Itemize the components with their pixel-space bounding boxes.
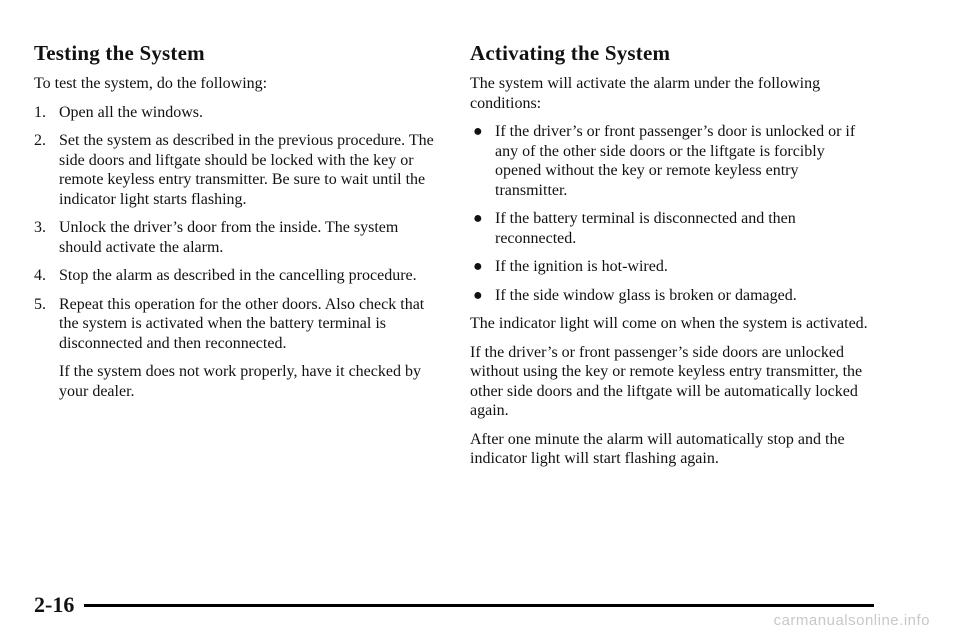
body-paragraph: If the driver’s or front passenger’s side doors are unlocked without using the key or remote keyless entry transmitter, the other side doors and the liftgate will be automatically locked again. [470, 343, 863, 419]
step-number: 1. [34, 103, 46, 121]
step-text: Open all the windows. [59, 103, 203, 121]
activating-intro: The system will activate the alarm under the following conditions: [470, 75, 821, 112]
step-text: Repeat this operation for the other doors. Also check that the system is activated when the battery terminal is disconnected and then reconnected. [59, 295, 425, 352]
condition-item [470, 257, 870, 277]
step-item [34, 131, 442, 209]
condition-text: If the driver’s or front passenger’s door is unlocked or if any of the other side doors or the liftgate is forcibly opened without the key or remote keyless entry transmitter. [495, 123, 856, 199]
step-item [34, 266, 442, 286]
condition-text: If the battery terminal is disconnected and then reconnected. [495, 210, 796, 247]
condition-item [470, 286, 870, 306]
step-number: 2. [34, 132, 46, 149]
right-column [470, 40, 870, 478]
body-paragraph: The indicator light will come on when the system is activated. [470, 315, 868, 332]
testing-note: If the system does not work properly, have it checked by your dealer. [59, 363, 421, 400]
bullet-icon: ● [473, 258, 483, 275]
watermark: carmanualsonline.info [773, 612, 930, 629]
footer-divider [84, 604, 874, 607]
step-text: Unlock the driver’s door from the inside. The system should activate the alarm. [59, 219, 399, 256]
step-number: 3. [34, 219, 46, 236]
step-number: 5. [34, 295, 46, 313]
page-number: 2-16 [34, 592, 75, 617]
bullet-icon: ● [473, 123, 483, 140]
section-heading-activating: Activating the System [470, 41, 671, 65]
left-column [34, 40, 442, 410]
step-text: Stop the alarm as described in the cancelling procedure. [59, 267, 417, 284]
section-heading-testing: Testing the System [34, 41, 205, 65]
step-item [34, 295, 442, 354]
condition-text: If the side window glass is broken or damaged. [495, 286, 797, 304]
testing-intro: To test the system, do the following: [34, 75, 268, 92]
condition-item [470, 209, 870, 248]
condition-text: If the ignition is hot-wired. [495, 258, 668, 275]
bullet-icon: ● [473, 210, 483, 227]
bullet-icon: ● [473, 286, 483, 304]
step-number: 4. [34, 267, 46, 284]
step-item [34, 103, 442, 123]
step-item [34, 218, 442, 257]
condition-item [470, 122, 870, 200]
step-text: Set the system as described in the previous procedure. The side doors and liftgate should be locked with the key or remote keyless entry transmitter. Be sure to wait until the indicator light starts flashing. [59, 132, 434, 208]
body-paragraph: After one minute the alarm will automatically stop and the indicator light will start flashing again. [470, 430, 845, 467]
